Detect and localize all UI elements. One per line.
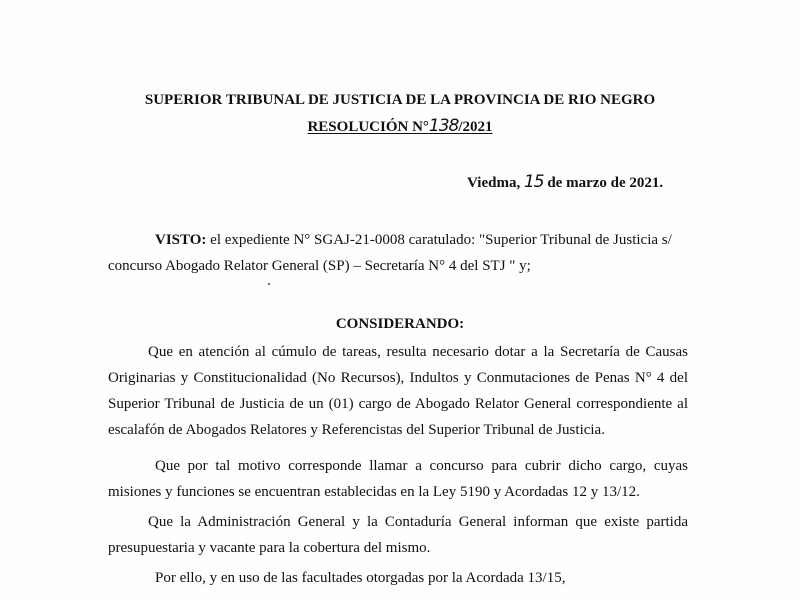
- paragraph-3-line-1: Que la Administración General y la Contaduría General informan que existe partida: [148, 514, 688, 530]
- visto-text-1: el expediente N° SGAJ-21-0008 caratulado: "Superior Tribunal de Justicia s/: [206, 232, 672, 248]
- scan-speck: [268, 283, 270, 285]
- paragraph-1-line-4: escalafón de Abogados Relatores y Referencistas del Superior Tribunal de Justicia.: [108, 422, 605, 438]
- date-rest: de marzo de 2021.: [547, 175, 664, 191]
- date-place: Viedma,: [467, 175, 521, 191]
- paragraph-1-line-1: Que en atención al cúmulo de tareas, resulta necesario dotar a la Secretaría de Causas: [148, 344, 688, 360]
- resolution-suffix: /2021: [458, 119, 493, 135]
- visto-line-1: [155, 230, 672, 250]
- paragraph-2-line-1: Que por tal motivo corresponde llamar a concurso para cubrir dicho cargo, cuyas: [155, 458, 688, 474]
- paragraph-1-line-3: Superior Tribunal de Justicia de un (01) cargo de Abogado Relator General correspondiente al: [108, 396, 688, 412]
- paragraph-2-line-2: misiones y funciones se encuentran establecidas en la Ley 5190 y Acordadas 12 y 13/12.: [108, 484, 640, 500]
- date-day-handwritten: 15: [523, 172, 544, 192]
- paragraph-3-line-2: presupuestaria y vacante para la cobertura del mismo.: [108, 540, 431, 556]
- date-line: [467, 172, 663, 193]
- resolution-title: [0, 116, 800, 137]
- resolution-number-handwritten: 138: [428, 116, 459, 136]
- paragraph-1-line-2: Originarias y Constitucionalidad (No Recursos), Indultos y Conmutaciones de Penas N° 4 del: [108, 370, 688, 386]
- institution-heading: SUPERIOR TRIBUNAL DE JUSTICIA DE LA PROVINCIA DE RIO NEGRO: [144, 92, 656, 108]
- visto-line-2: concurso Abogado Relator General (SP) – Secretaría N° 4 del STJ " y;: [108, 258, 531, 274]
- paragraph-4-line-1: Por ello, y en uso de las facultades otorgadas por la Acordada 13/15,: [155, 570, 566, 586]
- visto-label: VISTO:: [155, 232, 207, 248]
- considerando-heading: CONSIDERANDO:: [335, 316, 465, 332]
- resolution-prefix: RESOLUCIÓN N°: [307, 119, 429, 135]
